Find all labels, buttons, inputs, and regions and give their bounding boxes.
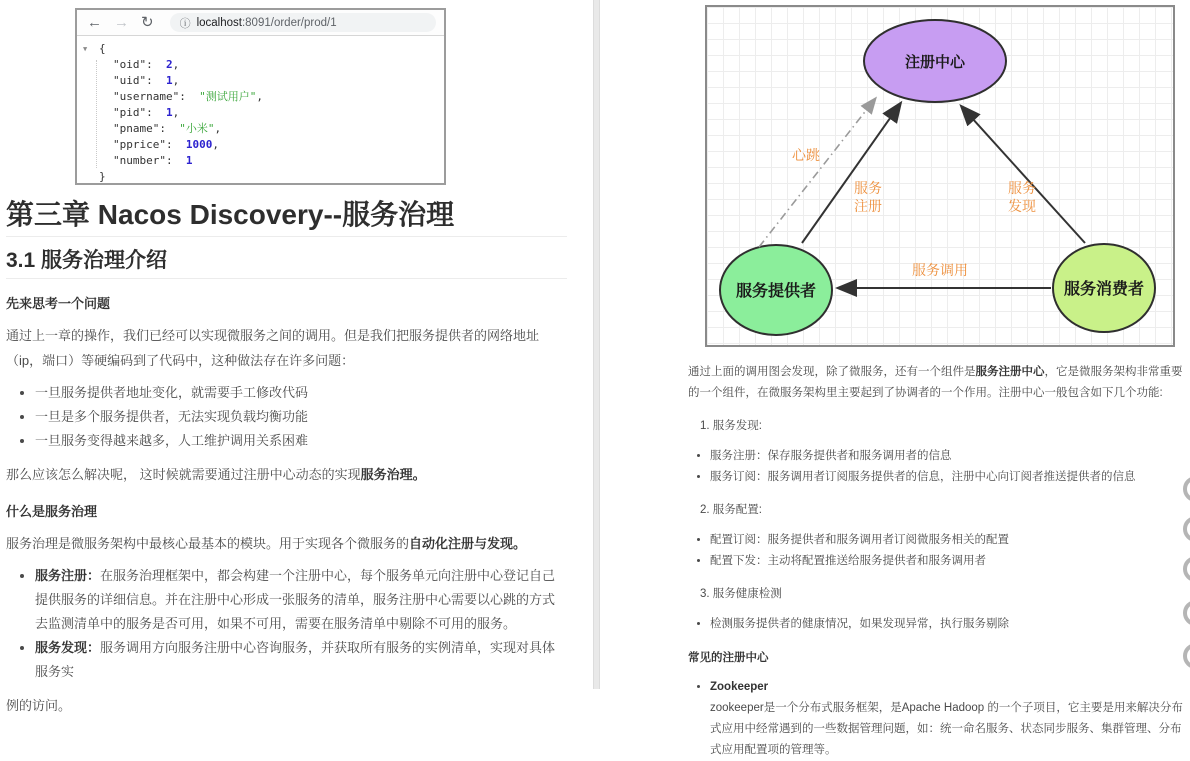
diagram-canvas bbox=[707, 7, 1173, 345]
heartbeat-edge-label: 心跳 bbox=[792, 147, 820, 163]
json-key: "number" bbox=[113, 154, 166, 167]
list-item: • 一旦服务变得越来越多，人工维护调用关系困难 bbox=[35, 429, 567, 453]
text: 那么应该怎么解决呢， 这时候就需要通过注册中心动态的实现 bbox=[6, 467, 361, 482]
discover-edge-label-line2: 发现 bbox=[1008, 198, 1036, 214]
json-comma: , bbox=[172, 106, 180, 119]
json-comma: , bbox=[214, 122, 222, 135]
numbered-item: 3. 服务健康检测 bbox=[700, 588, 782, 600]
list-item bbox=[35, 564, 567, 636]
json-sep: : bbox=[146, 106, 166, 119]
browser-toolbar bbox=[77, 10, 444, 36]
json-row bbox=[77, 89, 444, 105]
json-key: "pid" bbox=[113, 106, 147, 119]
numbered-item: 2. 服务配置: bbox=[700, 504, 762, 516]
url-host: localhost bbox=[196, 16, 242, 29]
json-key: "oid" bbox=[113, 58, 147, 71]
list-item: • 配置订阅：服务提供者和服务调用者订阅微服务相关的配置 bbox=[710, 530, 1190, 551]
health-list bbox=[688, 614, 1190, 635]
list-item: • 一旦服务提供者地址变化，就需要手工修改代码 bbox=[35, 381, 567, 405]
discover-edge bbox=[962, 107, 1085, 243]
json-key: "username" bbox=[113, 90, 180, 103]
list-item bbox=[710, 677, 1190, 761]
discover-edge-label-line1: 服务 bbox=[1008, 180, 1036, 196]
bold-text: 服务发现： bbox=[35, 640, 101, 655]
config-list bbox=[688, 530, 1190, 572]
json-comma: , bbox=[172, 58, 180, 71]
json-value: "小米" bbox=[179, 122, 215, 135]
text: 服务调用方向服务注册中心咨询服务，并获取所有服务的实例清单，实现对具体服务实 bbox=[35, 640, 556, 679]
json-value: 2 bbox=[166, 58, 173, 71]
consumer-node-label: 服务消费者 bbox=[1063, 281, 1145, 298]
url-text bbox=[197, 17, 337, 29]
page-divider bbox=[593, 0, 600, 689]
json-close-brace: } bbox=[99, 170, 106, 183]
list-item: • 配置下发：主动将配置推送给服务提供者和服务调用者 bbox=[710, 551, 1190, 572]
list-item bbox=[35, 636, 567, 684]
json-value: 1 bbox=[166, 106, 173, 119]
json-comma: , bbox=[212, 138, 219, 151]
registry-node-label: 注册中心 bbox=[904, 54, 966, 71]
section-title: 3.1 服务治理介绍 bbox=[6, 248, 567, 279]
bold-text: 自动化注册与发现。 bbox=[409, 536, 527, 551]
json-sep: : bbox=[165, 138, 186, 151]
provider-node-label: 服务提供者 bbox=[735, 283, 817, 300]
json-sep: : bbox=[146, 58, 166, 71]
reload-icon[interactable]: ↻ bbox=[141, 14, 154, 31]
chapter-title: 第三章 Nacos Discovery--服务治理 bbox=[6, 199, 567, 237]
json-value: 1 bbox=[166, 74, 173, 87]
forward-icon[interactable]: → bbox=[114, 14, 129, 31]
json-viewer bbox=[77, 36, 444, 185]
json-sep: : bbox=[159, 122, 180, 135]
json-sep: : bbox=[179, 90, 200, 103]
invoke-edge-label: 服务调用 bbox=[912, 262, 968, 278]
left-page bbox=[0, 0, 593, 713]
json-key: "uid" bbox=[113, 74, 147, 87]
list-item: • 服务订阅：服务调用者订阅服务提供者的信息，注册中心向订阅者推送提供者的信息 bbox=[710, 467, 1190, 488]
heartbeat-edge bbox=[759, 99, 875, 247]
governance-list bbox=[6, 564, 567, 684]
text: zookeeper是一个分布式服务框架，是Apache Hadoop 的一个子项目，它主要是用来解决分布式应用中经常遇到的一些数据管理问题，如：统一命名服务、状态同步服务、集群管理、分布式应用配置项的管理等。 bbox=[710, 702, 1183, 756]
json-row bbox=[77, 57, 444, 73]
paragraph bbox=[6, 462, 567, 487]
json-value: "测试用户" bbox=[199, 90, 257, 103]
json-comma: , bbox=[256, 90, 263, 103]
paragraph bbox=[688, 362, 1190, 404]
register-edge-label-line2: 注册 bbox=[854, 198, 882, 214]
json-row bbox=[77, 73, 444, 89]
text: 通过上面的调用图会发现，除了微服务，还有一个组件是 bbox=[688, 366, 976, 378]
json-value: 1000 bbox=[185, 138, 213, 151]
text: 在服务治理框架中，都会构建一个注册中心，每个服务单元向注册中心登记自己提供服务的详细信息。并在注册中心形成一张服务的清单，服务注册中心需要以心跳的方式去监测清单中的服务是否可用，如果不可用，需要在服务清单中剔除不可用的服务。 bbox=[35, 568, 556, 631]
json-open-brace: { bbox=[99, 42, 106, 55]
common-registry-title: 常见的注册中心 bbox=[688, 652, 769, 664]
json-comma: , bbox=[172, 74, 180, 87]
list-item: • 检测服务提供者的健康情况，如果发现异常，执行服务剔除 bbox=[710, 614, 1190, 635]
address-bar[interactable] bbox=[170, 13, 436, 32]
json-key: "pprice" bbox=[113, 138, 166, 151]
service-governance-diagram bbox=[705, 5, 1175, 347]
json-value: 1 bbox=[185, 154, 193, 167]
paragraph bbox=[6, 531, 567, 556]
paragraph: 通过上一章的操作，我们已经可以实现微服务之间的调用。但是我们把服务提供者的网络地址（ip，端口）等硬编码到了代码中，这种做法存在许多问题： bbox=[6, 328, 540, 368]
question-title: 先来思考一个问题 bbox=[6, 296, 111, 311]
json-sep: : bbox=[146, 74, 166, 87]
list-item: • 服务注册：保存服务提供者和服务调用者的信息 bbox=[710, 446, 1190, 467]
json-row bbox=[77, 105, 444, 121]
registry-examples-list bbox=[688, 677, 1190, 761]
text: ，它是微服务架构非常重要的一个组件，在微服务架构里主要起到了协调者的一个作用。注册中心一般包含如下几个功能: bbox=[688, 366, 1183, 399]
discovery-list bbox=[688, 446, 1190, 488]
collapse-caret-icon[interactable]: ▼ bbox=[83, 45, 88, 53]
json-sep: : bbox=[165, 154, 186, 167]
text: 服务治理是微服务架构中最核心最基本的模块。用于实现各个微服务的 bbox=[6, 536, 410, 551]
json-row bbox=[77, 137, 444, 153]
problem-list bbox=[6, 381, 567, 453]
json-row bbox=[77, 153, 444, 169]
url-path: :8091/order/prod/1 bbox=[241, 16, 337, 29]
browser-screenshot bbox=[75, 8, 446, 185]
indent-guide bbox=[96, 60, 97, 168]
list-item: • 一旦是多个服务提供者，无法实现负载均衡功能 bbox=[35, 405, 567, 429]
what-title: 什么是服务治理 bbox=[6, 504, 98, 519]
bold-text: 服务注册： bbox=[35, 568, 101, 583]
right-page bbox=[600, 0, 1190, 756]
bold-text: Zookeeper bbox=[710, 681, 769, 693]
numbered-item: 1. 服务发现: bbox=[700, 420, 762, 432]
info-icon[interactable]: ⓘ bbox=[179, 17, 191, 30]
json-row bbox=[77, 121, 444, 137]
bold-text: 服务注册中心 bbox=[975, 366, 1045, 378]
paragraph: 例的访问。 bbox=[6, 698, 72, 713]
back-icon[interactable]: ← bbox=[87, 14, 102, 31]
bold-text: 服务治理。 bbox=[360, 467, 426, 482]
json-key: "pname" bbox=[113, 122, 160, 135]
register-edge-label-line1: 服务 bbox=[854, 180, 882, 196]
